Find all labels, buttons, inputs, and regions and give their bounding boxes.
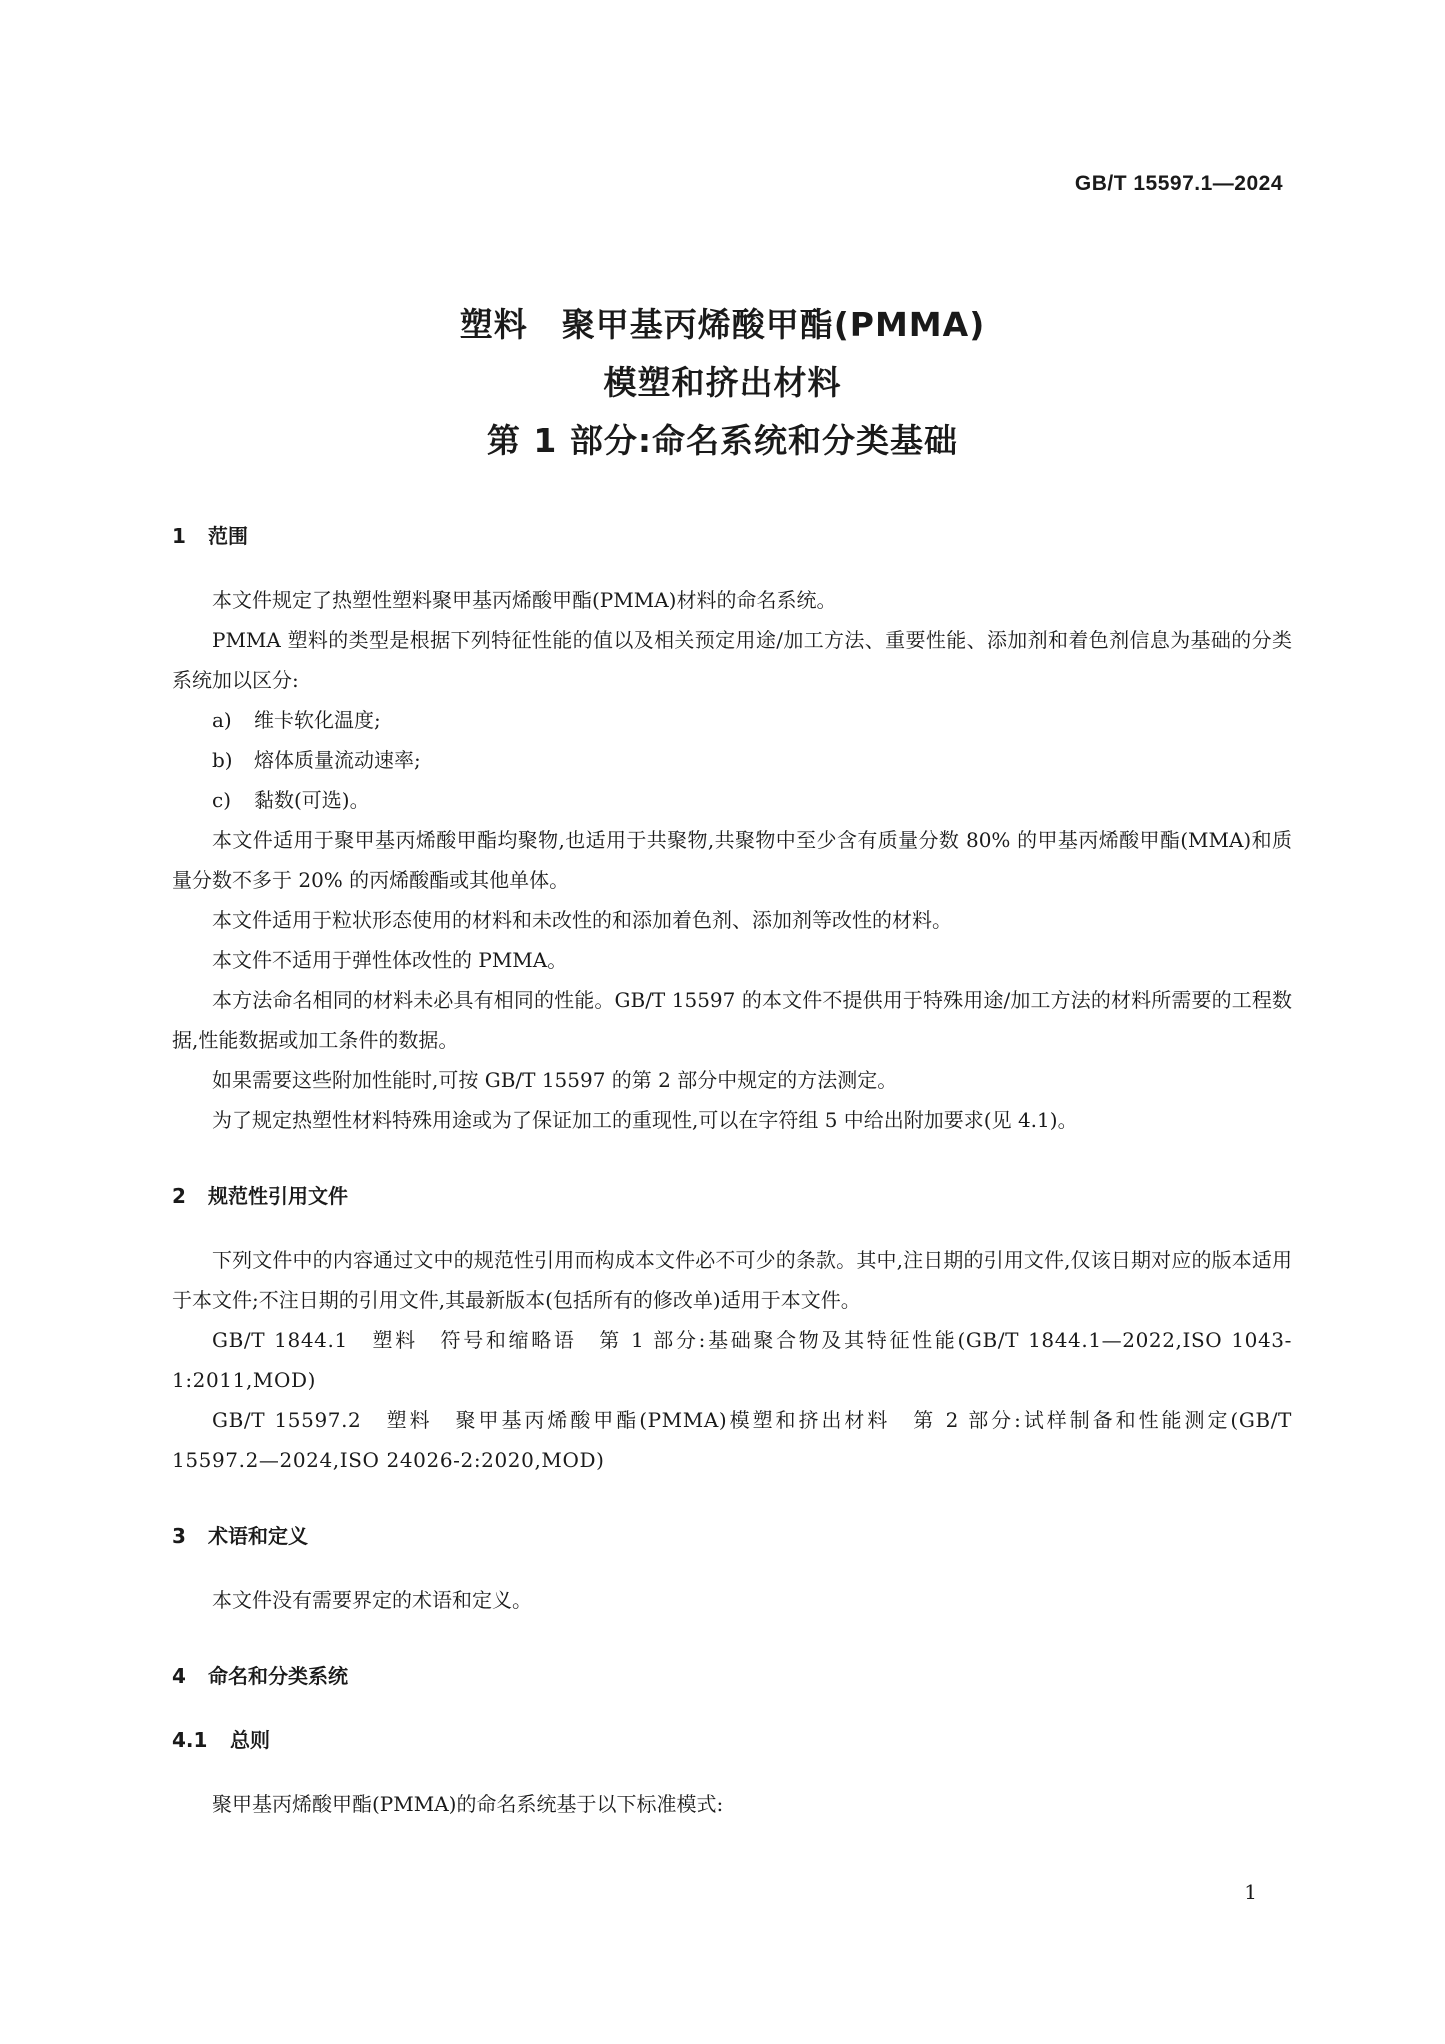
section-title: 范围 bbox=[208, 524, 248, 548]
list-item-text: 熔体质量流动速率; bbox=[254, 748, 421, 772]
section-1-heading bbox=[172, 516, 1292, 556]
paragraph: 本方法命名相同的材料未必具有相同的性能。GB/T 15597 的本文件不提供用于特殊用途/加工方法的材料所需要的工程数据,性能数据或加工条件的数据。 bbox=[172, 988, 1292, 1052]
section-number: 1 bbox=[172, 524, 186, 548]
section-number: 2 bbox=[172, 1184, 186, 1208]
paragraph: 本文件没有需要界定的术语和定义。 bbox=[212, 1588, 532, 1612]
paragraph: 下列文件中的内容通过文中的规范性引用而构成本文件必不可少的条款。其中,注日期的引用文件,仅该日期对应的版本适用于本文件;不注日期的引用文件,其最新版本(包括所有的修改单)适用于本文件。 bbox=[172, 1248, 1292, 1312]
subsection-number: 4.1 bbox=[172, 1728, 208, 1752]
normative-reference: GB/T 1844.1 塑料 符号和缩略语 第 1 部分:基础聚合物及其特征性能(GB/T 1844.1—2022,ISO 1043-1:2011,MOD) bbox=[172, 1328, 1292, 1392]
section-title: 命名和分类系统 bbox=[208, 1664, 348, 1688]
section-3-heading bbox=[172, 1516, 1292, 1556]
subsection-title: 总则 bbox=[230, 1728, 270, 1752]
section-4-heading bbox=[172, 1656, 1292, 1696]
paragraph: 本文件规定了热塑性塑料聚甲基丙烯酸甲酯(PMMA)材料的命名系统。 bbox=[212, 588, 837, 612]
title-line-3: 第 1 部分:命名系统和分类基础 bbox=[486, 421, 959, 460]
normative-reference: GB/T 15597.2 塑料 聚甲基丙烯酸甲酯(PMMA)模塑和挤出材料 第 2 部分:试样制备和性能测定(GB/T 15597.2—2024,ISO 24026-2:2020,MOD) bbox=[172, 1408, 1292, 1472]
paragraph: 本文件适用于粒状形态使用的材料和未改性的和添加着色剂、添加剂等改性的材料。 bbox=[212, 908, 952, 932]
paragraph: 如果需要这些附加性能时,可按 GB/T 15597 的第 2 部分中规定的方法测定。 bbox=[212, 1068, 898, 1092]
list-item-label: a) bbox=[212, 708, 232, 732]
section-number: 3 bbox=[172, 1524, 186, 1548]
section-number: 4 bbox=[172, 1664, 186, 1688]
list-item-label: c) bbox=[212, 788, 232, 812]
list-item-text: 黏数(可选)。 bbox=[254, 788, 370, 812]
section-title: 规范性引用文件 bbox=[208, 1184, 348, 1208]
paragraph: 聚甲基丙烯酸甲酯(PMMA)的命名系统基于以下标准模式: bbox=[212, 1792, 724, 1816]
paragraph: PMMA 塑料的类型是根据下列特征性能的值以及相关预定用途/加工方法、重要性能、添加剂和着色剂信息为基础的分类系统加以区分: bbox=[172, 628, 1292, 692]
list-item bbox=[172, 700, 1292, 740]
document-title bbox=[0, 296, 1445, 470]
paragraph: 为了规定热塑性材料特殊用途或为了保证加工的重现性,可以在字符组 5 中给出附加要求(见 4.1)。 bbox=[212, 1108, 1078, 1132]
subsection-4-1-heading bbox=[172, 1720, 1292, 1760]
section-title: 术语和定义 bbox=[208, 1524, 308, 1548]
document-code: GB/T 15597.1—2024 bbox=[1074, 172, 1283, 195]
document-body bbox=[172, 516, 1292, 1824]
list-item bbox=[172, 780, 1292, 820]
list-item-text: 维卡软化温度; bbox=[254, 708, 381, 732]
paragraph: 本文件适用于聚甲基丙烯酸甲酯均聚物,也适用于共聚物,共聚物中至少含有质量分数 80% 的甲基丙烯酸甲酯(MMA)和质量分数不多于 20% 的丙烯酸酯或其他单体。 bbox=[172, 828, 1292, 892]
list-item bbox=[172, 740, 1292, 780]
paragraph: 本文件不适用于弹性体改性的 PMMA。 bbox=[212, 948, 568, 972]
section-2-heading bbox=[172, 1176, 1292, 1216]
title-line-1: 塑料 聚甲基丙烯酸甲酯(PMMA) bbox=[459, 305, 986, 344]
title-line-2: 模塑和挤出材料 bbox=[603, 363, 842, 402]
page-number: 1 bbox=[1244, 1880, 1257, 1904]
list-item-label: b) bbox=[212, 748, 233, 772]
